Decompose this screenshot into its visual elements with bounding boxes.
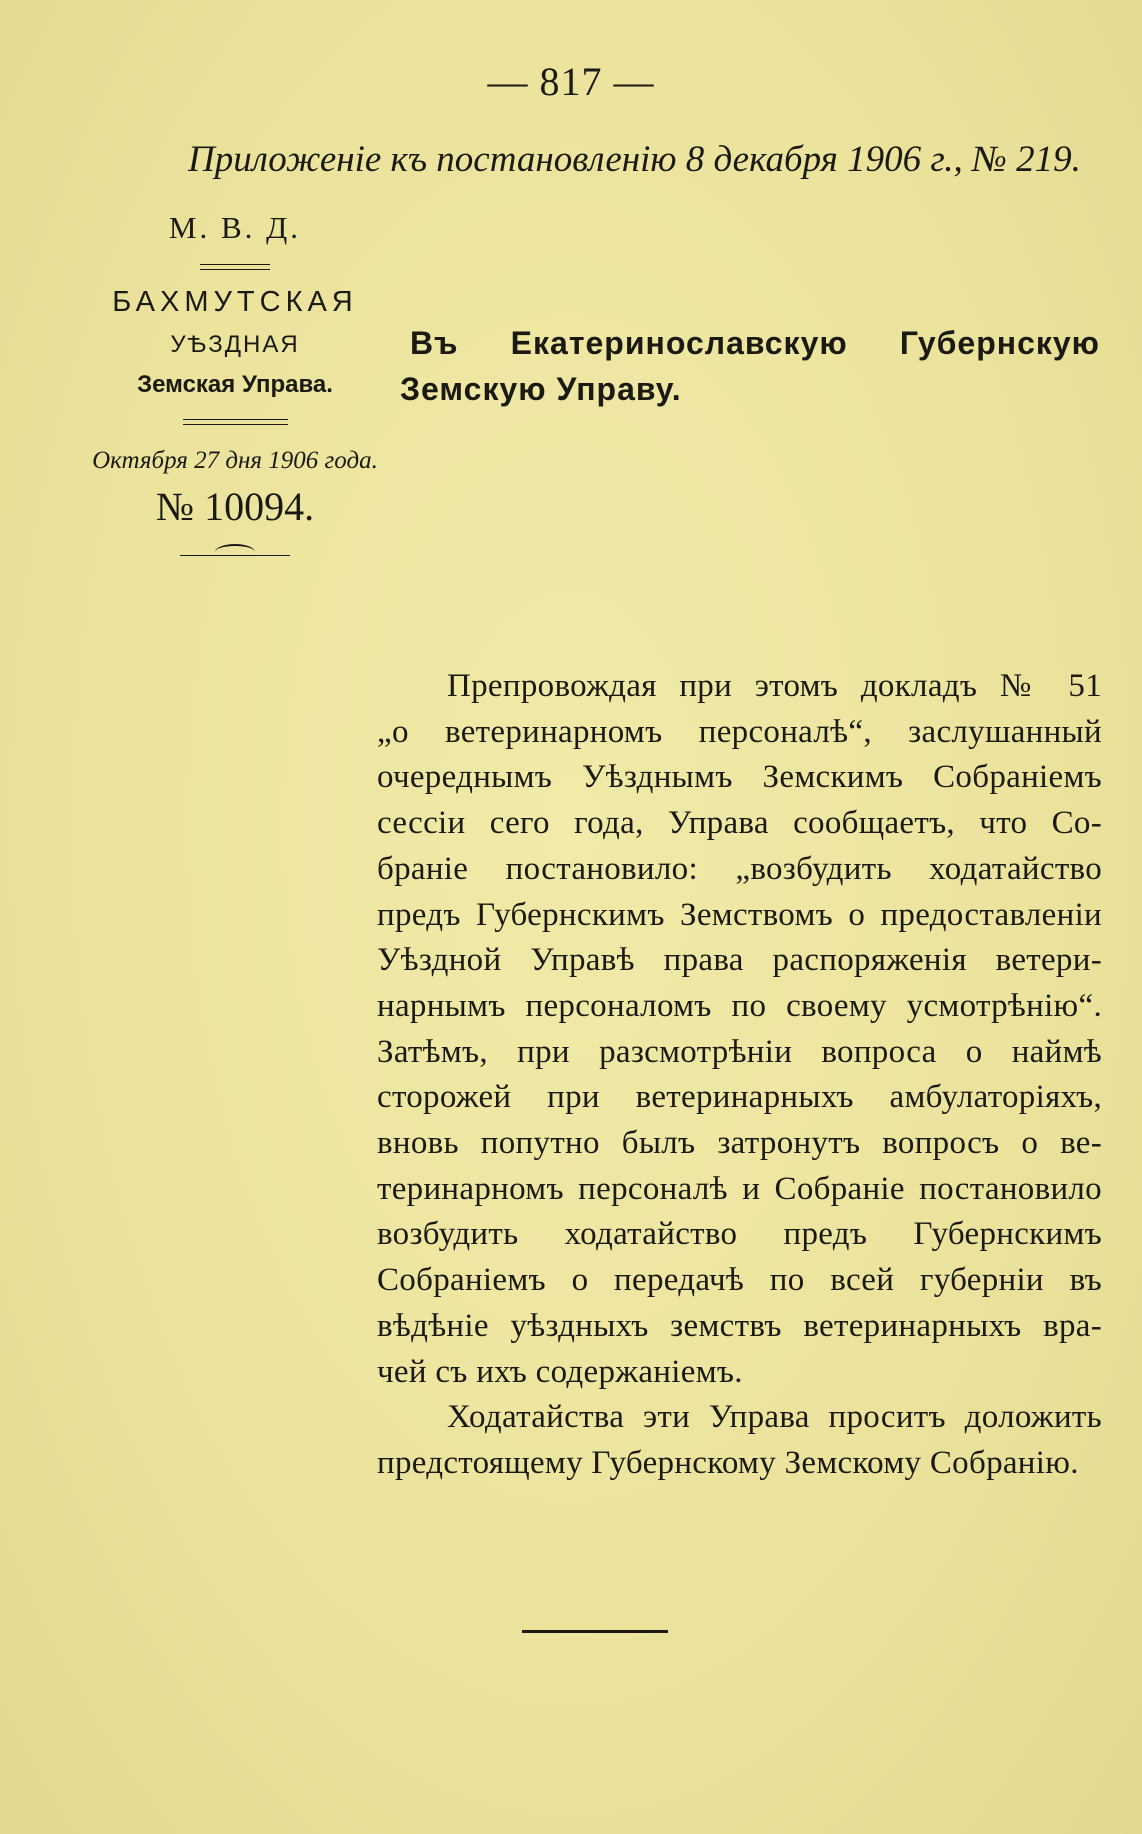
text-line: сторожей при ветеринарныхъ амбулаторіяхъ, xyxy=(377,1079,1102,1116)
text-line: предстоящему Губернскому Земскому Собранію. xyxy=(377,1444,1079,1481)
separator xyxy=(183,409,288,435)
letter-date: Октября 27 дня 1906 года. xyxy=(92,447,378,474)
appendix-heading: Приложеніе къ постановленію 8 декабря 1906 г., № 219. xyxy=(188,139,1081,180)
office-name-line2: УѢЗДНАЯ xyxy=(170,331,300,358)
text-line: предъ Губернскимъ Земствомъ о предоставленіи xyxy=(377,896,1102,933)
text-line: сессіи сего года, Управа сообщаетъ, что Со- xyxy=(377,805,1102,842)
ministry-label: М. В. Д. xyxy=(168,210,302,245)
letter-body xyxy=(377,664,1102,1487)
text-line: Собраніемъ о передачѣ по всей губерніи въ xyxy=(377,1262,1102,1299)
text-line: Препровождая при этомъ докладъ № 51 xyxy=(447,668,1102,704)
text-line: Уѣздной Управѣ права распоряженія ветери- xyxy=(377,942,1102,979)
text-line: чей съ ихъ содержаніемъ. xyxy=(377,1353,743,1390)
text-line: теринарномъ персоналѣ и Собраніе постановило xyxy=(377,1170,1102,1207)
separator xyxy=(200,254,270,280)
office-name-line3: Земская Управа. xyxy=(137,371,333,398)
text-line: „о ветеринарномъ персоналѣ“, заслушанный xyxy=(377,713,1102,750)
text-line: браніе постановило: „возбудить ходатайство xyxy=(377,850,1102,887)
addressee xyxy=(400,320,1100,412)
ornament-divider xyxy=(180,542,290,562)
page-number: — 817 — xyxy=(487,59,655,104)
text-line: возбудить ходатайство предъ Губернскимъ xyxy=(377,1216,1102,1253)
text-line: вѣдѣніе уѣздныхъ земствъ ветеринарныхъ вра- xyxy=(377,1307,1102,1344)
addressee-line1: Въ Екатеринославскую Губернскую xyxy=(410,325,1100,361)
closing-rule xyxy=(522,1630,668,1633)
text-line: вновь попутно былъ затронутъ вопросъ о ве- xyxy=(377,1125,1102,1162)
letterhead xyxy=(80,210,390,562)
text-line: нарнымъ персоналомъ по своему усмотрѣнію“. xyxy=(377,987,1102,1024)
text-line: очереднымъ Уѣзднымъ Земскимъ Собраніемъ xyxy=(377,759,1102,796)
addressee-line2: Земскую Управу. xyxy=(400,371,682,407)
letter-number: № 10094. xyxy=(155,484,315,529)
office-name-line1: БАХМУТСКАЯ xyxy=(112,286,358,318)
text-line: Затѣмъ, при разсмотрѣніи вопроса о наймѣ xyxy=(377,1033,1102,1070)
text-line: Ходатайства эти Управа проситъ доложить xyxy=(447,1399,1102,1436)
